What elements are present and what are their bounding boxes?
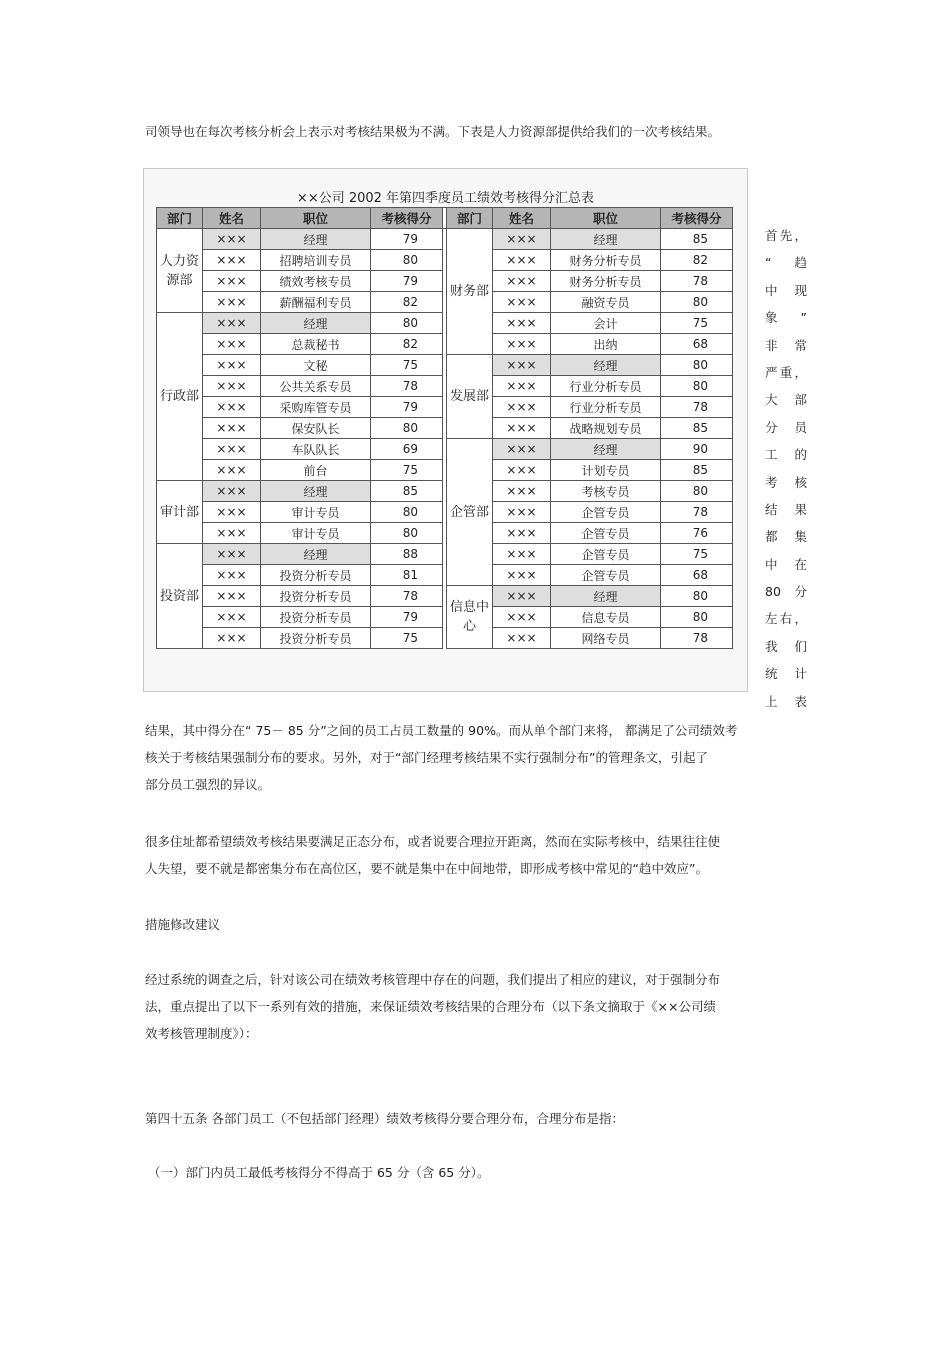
score-cell: 90 [661,439,733,460]
score-cell: 82 [661,250,733,271]
score-cell: 80 [371,523,443,544]
score-cell: 68 [661,334,733,355]
score-table-figure [143,168,748,692]
survey-paragraph-line-1: 经过系统的调查之后，针对该公司在绩效考核管理中存在的问题，我们提出了相应的建议，对于强制分布 [145,972,721,987]
name-cell: ××× [493,271,551,292]
score-cell: 75 [371,460,443,481]
column-gap [443,481,447,502]
name-cell: ××× [493,397,551,418]
position-cell: 网络专员 [551,628,661,649]
table-row [157,355,733,376]
position-cell: 会计 [551,313,661,334]
name-cell: ××× [493,460,551,481]
dept-cell: 财务部 [447,229,493,355]
position-cell: 审计专员 [261,502,371,523]
dept-cell: 信息中心 [447,586,493,649]
header-position: 职位 [551,208,661,229]
score-cell: 78 [371,586,443,607]
score-cell: 75 [661,313,733,334]
score-cell: 88 [371,544,443,565]
table-row [157,460,733,481]
score-cell: 80 [371,313,443,334]
intro-paragraph: 司领导也在每次考核分析会上表示对考核结果极为不满。下表是人力资源部提供给我们的一次考核结果。 [145,124,721,139]
position-cell: 企管专员 [551,523,661,544]
side-text-line: 考 核 [765,474,807,490]
section-heading: 措施修改建议 [145,917,221,932]
score-table [156,207,733,649]
name-cell: ××× [203,334,261,355]
side-text-line: 统 计 [765,666,807,682]
position-cell: 财务分析专员 [551,271,661,292]
score-cell: 79 [371,397,443,418]
position-cell: 车队队长 [261,439,371,460]
score-cell: 80 [371,418,443,439]
table-title: ××公司 2002 年第四季度员工绩效考核得分汇总表 [296,191,595,206]
name-cell: ××× [203,523,261,544]
position-cell: 投资分析专员 [261,565,371,586]
score-cell: 75 [661,544,733,565]
name-cell: ××× [203,586,261,607]
name-cell: ××× [493,229,551,250]
score-cell: 85 [371,481,443,502]
position-cell: 经理 [261,229,371,250]
score-cell: 85 [661,418,733,439]
position-cell: 采购库管专员 [261,397,371,418]
position-cell: 企管专员 [551,565,661,586]
position-cell: 信息专员 [551,607,661,628]
position-cell: 经理 [551,439,661,460]
score-cell: 79 [371,607,443,628]
name-cell: ××× [203,229,261,250]
score-cell: 68 [661,565,733,586]
name-cell: ××× [493,418,551,439]
position-cell: 企管专员 [551,544,661,565]
table-row [157,292,733,313]
name-cell: ××× [203,460,261,481]
name-cell: ××× [493,607,551,628]
side-text-line: 中 在 [765,556,807,572]
position-cell: 经理 [551,586,661,607]
name-cell: ××× [493,586,551,607]
name-cell: ××× [203,271,261,292]
column-gap [443,334,447,355]
score-cell: 79 [371,271,443,292]
name-cell: ××× [203,292,261,313]
score-cell: 80 [661,607,733,628]
side-text-line: 我 们 [765,638,807,654]
dept-cell: 发展部 [447,355,493,439]
result-paragraph-line-1: 结果，其中得分在“ 75－ 85 分”之间的员工占员工数量的 90%。而从单个部门来将， 都满足了公司绩效考 [145,723,738,738]
table-row [157,250,733,271]
score-cell: 85 [661,229,733,250]
name-cell: ××× [203,355,261,376]
survey-paragraph-line-2: 法，重点提出了以下一系列有效的措施，来保证绩效考核结果的合理分布（以下条文摘取于《××公司绩 [145,999,716,1014]
article-45: 第四十五条 各部门员工（不包括部门经理）绩效考核得分要合理分布，合理分布是指： [145,1111,624,1126]
side-text-line: 非 常 [765,337,807,353]
score-cell: 85 [661,460,733,481]
position-cell: 经理 [551,229,661,250]
column-gap [443,418,447,439]
side-text-line: 结 果 [765,501,807,517]
side-text-line: 严重， [765,364,807,380]
score-cell: 80 [661,355,733,376]
column-gap [443,628,447,649]
name-cell: ××× [493,628,551,649]
score-cell: 78 [661,628,733,649]
table-row [157,628,733,649]
name-cell: ××× [203,439,261,460]
position-cell: 绩效考核专员 [261,271,371,292]
header-dept: 部门 [157,208,203,229]
name-cell: ××× [203,544,261,565]
dept-cell: 投资部 [157,544,203,649]
position-cell: 经理 [261,481,371,502]
column-gap [443,271,447,292]
name-cell: ××× [203,313,261,334]
score-cell: 80 [371,502,443,523]
table-row [157,313,733,334]
score-cell: 76 [661,523,733,544]
position-cell: 战略规划专员 [551,418,661,439]
side-text-line: “ 趋 [765,255,807,271]
position-cell: 公共关系专员 [261,376,371,397]
name-cell: ××× [493,481,551,502]
table-row [157,502,733,523]
clause-1: （一）部门内员工最低考核得分不得高于 65 分（含 65 分）。 [148,1165,490,1180]
name-cell: ××× [203,376,261,397]
column-gap [443,292,447,313]
table-row [157,397,733,418]
position-cell: 审计专员 [261,523,371,544]
position-cell: 考核专员 [551,481,661,502]
name-cell: ××× [493,355,551,376]
name-cell: ××× [493,376,551,397]
name-cell: ××× [493,250,551,271]
position-cell: 计划专员 [551,460,661,481]
result-paragraph-line-3: 部分员工强烈的异议。 [145,777,271,792]
side-text-line: 象 ” [765,310,807,326]
column-gap [443,523,447,544]
table-row [157,481,733,502]
column-gap [443,544,447,565]
table-row [157,334,733,355]
side-text-column [765,222,807,715]
position-cell: 薪酬福利专员 [261,292,371,313]
hope-paragraph-line-1: 很多住址都希望绩效考核结果要满足正态分布，或者说要合理拉开距离，然而在实际考核中，结果往往使 [145,834,721,849]
table-header-row [157,208,733,229]
header-name: 姓名 [203,208,261,229]
header-name: 姓名 [493,208,551,229]
position-cell: 财务分析专员 [551,250,661,271]
position-cell: 出纳 [551,334,661,355]
name-cell: ××× [203,250,261,271]
header-position: 职位 [261,208,371,229]
score-cell: 69 [371,439,443,460]
name-cell: ××× [493,523,551,544]
name-cell: ××× [203,565,261,586]
dept-cell: 人力资源部 [157,229,203,313]
table-body [157,229,733,649]
column-gap [443,376,447,397]
survey-paragraph-line-3: 效考核管理制度》）： [145,1026,258,1041]
position-cell: 保安队长 [261,418,371,439]
score-cell: 78 [661,502,733,523]
name-cell: ××× [493,502,551,523]
side-text-line: 中 现 [765,282,807,298]
side-text-line: 80 分 [765,584,807,600]
name-cell: ××× [203,607,261,628]
score-cell: 79 [371,229,443,250]
position-cell: 行业分析专员 [551,376,661,397]
table-row [157,523,733,544]
table-row [157,607,733,628]
column-gap [443,460,447,481]
header-score: 考核得分 [371,208,443,229]
side-text-line: 分 员 [765,419,807,435]
score-cell: 80 [661,481,733,502]
side-text-line: 上 表 [765,693,807,709]
position-cell: 总裁秘书 [261,334,371,355]
score-cell: 80 [661,376,733,397]
column-gap [443,313,447,334]
score-cell: 82 [371,292,443,313]
dept-cell: 行政部 [157,313,203,481]
name-cell: ××× [493,544,551,565]
name-cell: ××× [203,502,261,523]
table-row [157,271,733,292]
position-cell: 企管专员 [551,502,661,523]
score-cell: 80 [371,250,443,271]
column-gap [443,502,447,523]
table-row [157,229,733,250]
score-cell: 78 [661,397,733,418]
header-score: 考核得分 [661,208,733,229]
score-cell: 80 [661,586,733,607]
side-text-line: 首先， [765,228,807,243]
table-row [157,418,733,439]
name-cell: ××× [203,397,261,418]
position-cell: 前台 [261,460,371,481]
name-cell: ××× [493,334,551,355]
score-cell: 78 [371,376,443,397]
header-dept: 部门 [447,208,493,229]
position-cell: 投资分析专员 [261,607,371,628]
position-cell: 文秘 [261,355,371,376]
side-text-line: 大 部 [765,392,807,408]
side-text-line: 左右， [765,611,807,627]
name-cell: ××× [203,481,261,502]
name-cell: ××× [493,439,551,460]
score-cell: 78 [661,271,733,292]
column-gap [443,565,447,586]
table-row [157,586,733,607]
name-cell: ××× [203,628,261,649]
dept-cell: 审计部 [157,481,203,544]
table-row [157,376,733,397]
name-cell: ××× [493,313,551,334]
hope-paragraph-line-2: 人失望，要不就是都密集分布在高位区，要不就是集中在中间地带，即形成考核中常见的“趋中效应”。 [145,861,708,876]
position-cell: 经理 [261,313,371,334]
result-paragraph-line-2: 核关于考核结果强制分布的要求。另外，对于“部门经理考核结果不实行强制分布”的管理条文，引起了 [145,750,708,765]
side-text-line: 工 的 [765,447,807,463]
position-cell: 经理 [551,355,661,376]
side-text-line: 都 集 [765,529,807,545]
name-cell: ××× [493,565,551,586]
score-cell: 81 [371,565,443,586]
position-cell: 投资分析专员 [261,586,371,607]
position-cell: 行业分析专员 [551,397,661,418]
table-row [157,439,733,460]
dept-cell: 企管部 [447,439,493,586]
name-cell: ××× [203,418,261,439]
position-cell: 招聘培训专员 [261,250,371,271]
score-cell: 75 [371,355,443,376]
position-cell: 融资专员 [551,292,661,313]
position-cell: 投资分析专员 [261,628,371,649]
name-cell: ××× [493,292,551,313]
column-gap [443,397,447,418]
column-gap [443,607,447,628]
position-cell: 经理 [261,544,371,565]
score-cell: 75 [371,628,443,649]
score-cell: 82 [371,334,443,355]
table-row [157,565,733,586]
score-cell: 80 [661,292,733,313]
column-gap [443,250,447,271]
table-row [157,544,733,565]
